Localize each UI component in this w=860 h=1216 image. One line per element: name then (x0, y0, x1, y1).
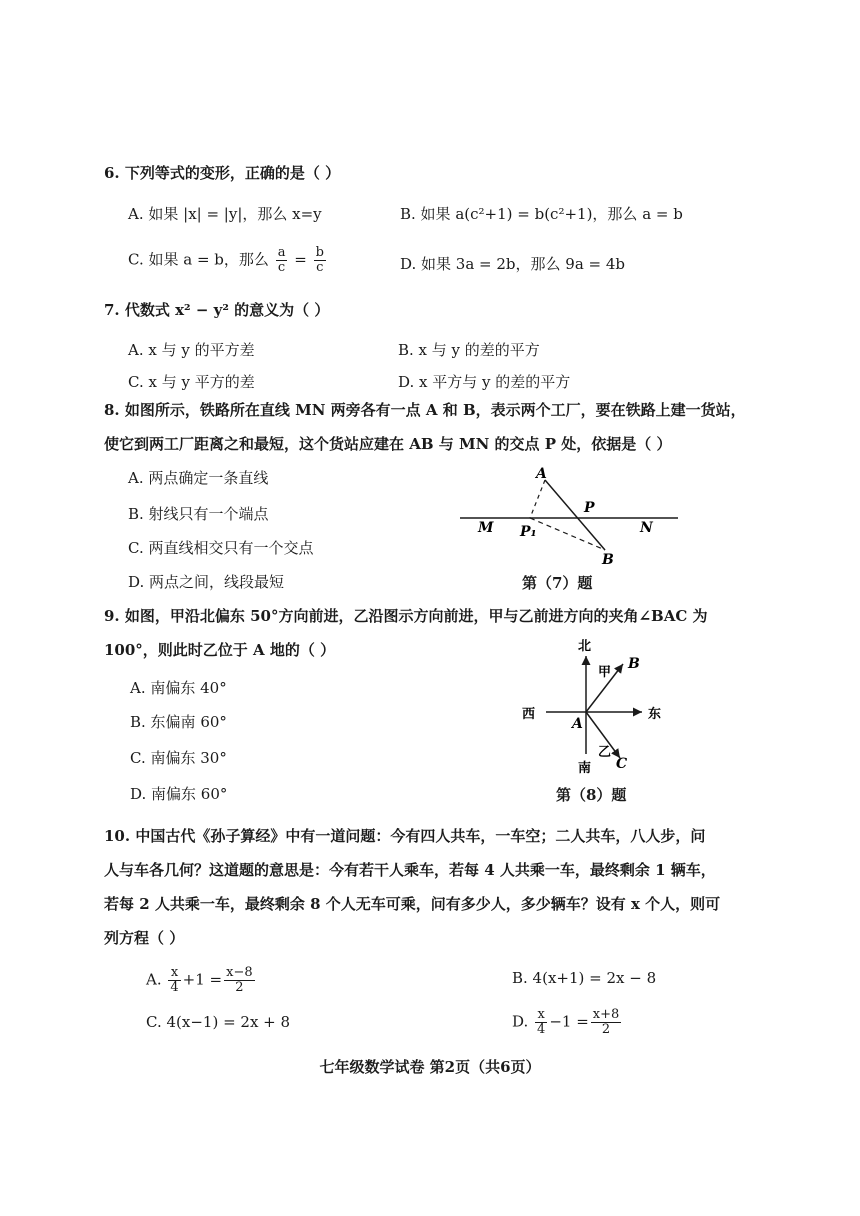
q9-stem-line-1: 9. 如图，甲沿北偏东 50°方向前进，乙沿图示方向前进，甲与乙前进方向的夹角∠BAC 为 (104, 607, 708, 625)
fraction-denominator: c (277, 260, 286, 275)
q6-option-c-prefix: C. 如果 a = b，那么 (128, 250, 269, 269)
q7-option-c: C. x 与 y 平方的差 (128, 373, 255, 391)
q8-figure (450, 460, 690, 570)
q8-option-b: B. 射线只有一个端点 (128, 505, 269, 523)
q10-stem-line-4: 列方程（ ） (104, 929, 185, 947)
fraction (591, 1008, 622, 1037)
option-letter: D. (512, 1012, 529, 1031)
point-a-label: A (536, 466, 547, 482)
q9-option-b: B. 东偏南 60° (130, 713, 227, 731)
point-m-label: M (478, 520, 494, 536)
point-a-label: A (572, 716, 583, 732)
q9-option-d: D. 南偏东 60° (130, 785, 228, 803)
expression-middle: −1 = (549, 1012, 589, 1031)
q10-option-d (512, 1008, 623, 1037)
q9-option-a: A. 南偏东 40° (130, 679, 227, 697)
yi-label: 乙 (598, 745, 612, 760)
q8-stem-line-1: 8. 如图所示，铁路所在直线 MN 两旁各有一点 A 和 B，表示两个工厂，要在铁路上建一货站， (104, 401, 746, 419)
option-letter: A. (146, 970, 162, 989)
point-p-label: P (584, 500, 595, 516)
q8-figure-caption: 第（7）题 (522, 574, 593, 592)
q6-option-b: B. 如果 a(c²+1) = b(c²+1)，那么 a = b (400, 205, 683, 223)
q8-option-d: D. 两点之间，线段最短 (128, 573, 285, 591)
q6-option-c-fraction-1 (276, 246, 288, 275)
equals-sign: = (294, 250, 307, 269)
q9-figure-caption: 第（8）题 (556, 786, 627, 804)
fraction-numerator: b (315, 245, 324, 260)
q8-option-c: C. 两直线相交只有一个交点 (128, 539, 314, 557)
q7-option-b: B. x 与 y 的差的平方 (398, 341, 540, 359)
fraction-denominator: 4 (537, 1022, 546, 1037)
fraction-numerator: x (535, 1008, 547, 1023)
q10-option-c: C. 4(x−1) = 2x + 8 (146, 1013, 291, 1031)
fraction-numerator: x+8 (592, 1007, 620, 1022)
jia-label: 甲 (598, 665, 612, 680)
q7-option-d: D. x 平方与 y 的差的平方 (398, 373, 571, 391)
q6-option-c-fraction-2 (314, 246, 326, 275)
q9-option-c: C. 南偏东 30° (130, 749, 227, 767)
dashed-a-p1 (530, 480, 545, 518)
fraction (535, 1008, 547, 1037)
q8-option-a: A. 两点确定一条直线 (128, 469, 269, 487)
north-label: 北 (578, 639, 592, 654)
west-label: 西 (522, 707, 536, 722)
q8-stem-line-2: 使它到两工厂距离之和最短，这个货站应建在 AB 与 MN 的交点 P 处，依据是（ ） (104, 435, 672, 453)
q10-stem-line-3: 若每 2 人共乘一车，最终剩余 8 个人无车可乘，问有多少人，多少辆车？设有 x 个人，则可 (104, 895, 721, 913)
fraction-numerator: x−8 (226, 965, 253, 980)
q6-option-d: D. 如果 3a = 2b，那么 9a = 4b (400, 255, 626, 273)
expression-middle: +1 = (182, 970, 223, 989)
q10-stem-line-2: 人与车各几何？这道题的意思是：今有若干人乘车，若每 4 人共乘一车，最终剩余 1 辆车， (104, 861, 716, 879)
q9-stem-line-2: 100°，则此时乙位于 A 地的（ ） (104, 641, 336, 659)
fraction-denominator: c (316, 260, 324, 275)
fraction (168, 966, 180, 995)
fraction (224, 966, 255, 995)
fraction-numerator: x (168, 966, 180, 981)
point-b-label: B (628, 656, 640, 672)
q6-option-a: A. 如果 |x| = |y|，那么 x=y (128, 205, 322, 223)
q10-option-b: B. 4(x+1) = 2x − 8 (512, 969, 657, 987)
q6-option-c (128, 246, 328, 275)
point-c-label: C (616, 756, 628, 772)
fraction-numerator: a (277, 245, 286, 260)
south-label: 南 (578, 761, 592, 776)
dashed-p1-b (530, 518, 605, 550)
q6-stem: 6. 下列等式的变形，正确的是（ ） (104, 164, 341, 182)
segment-ab (545, 480, 605, 550)
q7-stem: 7. 代数式 x² − y² 的意义为（ ） (104, 301, 330, 319)
q10-stem-line-1: 10. 中国古代《孙子算经》中有一道问题：今有四人共车，一车空；二人共车，八人步，问 (104, 827, 706, 845)
page-footer: 七年级数学试卷 第2页（共6页） (319, 1058, 541, 1076)
east-label: 东 (648, 707, 662, 722)
fraction-denominator: 4 (170, 980, 179, 995)
point-n-label: N (640, 520, 653, 536)
q7-option-a: A. x 与 y 的平方差 (128, 341, 255, 359)
q9-compass-figure (510, 634, 670, 780)
point-p1-label: P₁ (520, 524, 537, 540)
point-b-label: B (602, 552, 614, 568)
q10-option-a (146, 966, 257, 995)
fraction-denominator: 2 (235, 980, 244, 995)
fraction-denominator: 2 (601, 1022, 611, 1037)
